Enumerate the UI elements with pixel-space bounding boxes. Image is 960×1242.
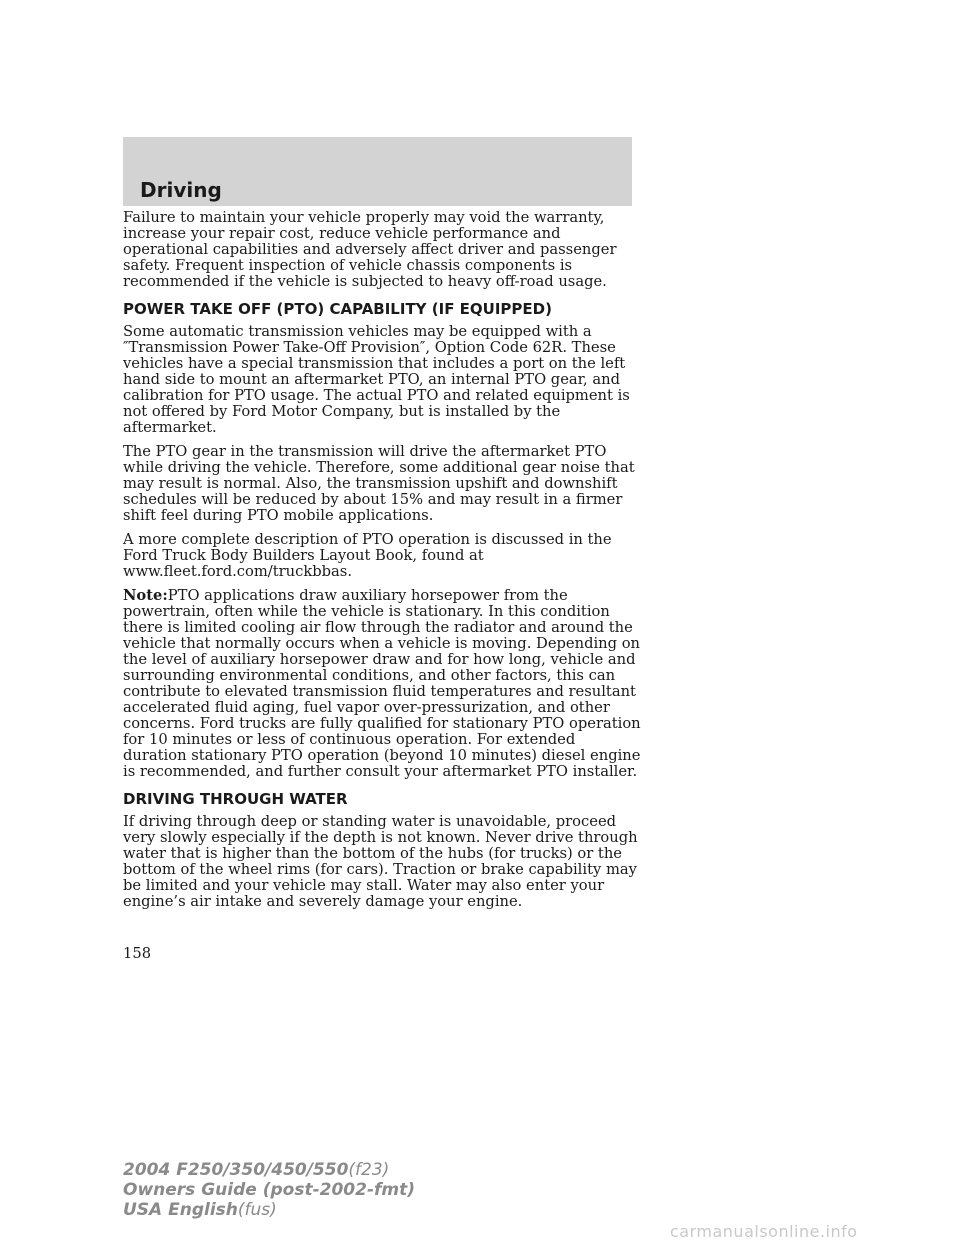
note-text: PTO applications draw auxiliary horsepower from the powertrain, often while the vehicle is stationary. In this condition there is limited cooling air flow through the radiator and around the vehicle that normally occurs when a vehicle is moving. Depending on the level of auxiliary horsepower draw and for how long, vehicle and surrounding environmental conditions, and other factors, this can contribute to elevated transmission fluid temperatures and resultant accelerated fluid aging, fuel vapor over-pressurization, and other concerns. Ford trucks are fully qualified for stationary PTO operation for 10 minutes or less of continuous operation. For extended duration stationary PTO operation (beyond 10 minutes) diesel engine is recommended, and further consult your aftermarket PTO installer.	[123, 587, 641, 780]
pto-heading: POWER TAKE OFF (PTO) CAPABILITY (IF EQUIPPED)	[123, 300, 552, 318]
pto-paragraph-3: A more complete description of PTO operation is discussed in the Ford Truck Body Builders Layout Book, found at www.fleet.ford.com/truckbbas.	[123, 531, 612, 580]
pto-note	[123, 588, 643, 780]
page-number: 158	[123, 945, 152, 962]
pto-paragraph-2: The PTO gear in the transmission will drive the aftermarket PTO while driving the vehicle. Therefore, some additional gear noise that may result is normal. Also, the transmission upshift and downshift schedules will be reduced by about 15% and may result in a firmer shift feel during PTO mobile applications.	[123, 443, 635, 524]
intro-paragraph: Failure to maintain your vehicle properly may void the warranty, increase your repair cost, reduce vehicle performance and operational capabilities and adversely affect driver and passenger safety. Frequent inspection of vehicle chassis components is recommended if the vehicle is subjected to heavy off-road usage.	[123, 209, 617, 290]
footer-language-code: (fus)	[237, 1200, 277, 1220]
footer-language: USA English	[123, 1200, 238, 1220]
footer-line-3	[123, 1200, 415, 1220]
document-footer	[123, 1160, 415, 1220]
note-label: Note:	[123, 587, 168, 604]
footer-line-1	[123, 1160, 415, 1180]
footer-model-code: (f23)	[348, 1160, 390, 1180]
footer-line-2	[123, 1180, 415, 1200]
page-content	[123, 210, 643, 918]
watermark: carmanualsonline.info	[670, 1222, 858, 1241]
water-paragraph: If driving through deep or standing water is unavoidable, proceed very slowly especially if the depth is not known. Never drive through water that is higher than the bottom of the hubs (for trucks) or the bottom of the wheel rims (for cars). Traction or brake capability may be limited and your vehicle may stall. Water may also enter your engine’s air intake and severely damage your engine.	[123, 813, 638, 910]
water-heading: DRIVING THROUGH WATER	[123, 790, 348, 808]
footer-model: 2004 F250/350/450/550	[123, 1160, 349, 1180]
pto-paragraph-1: Some automatic transmission vehicles may be equipped with a ″Transmission Power Take-Off Provision″, Option Code 62R. These vehicles have a special transmission that includes a port on the left hand side to mount an aftermarket PTO, an internal PTO gear, and calibration for PTO usage. The actual PTO and related equipment is not offered by Ford Motor Company, but is installed by the aftermarket.	[123, 323, 630, 436]
footer-guide: Owners Guide (post-2002-fmt)	[123, 1180, 416, 1200]
section-title: Driving	[140, 178, 222, 202]
